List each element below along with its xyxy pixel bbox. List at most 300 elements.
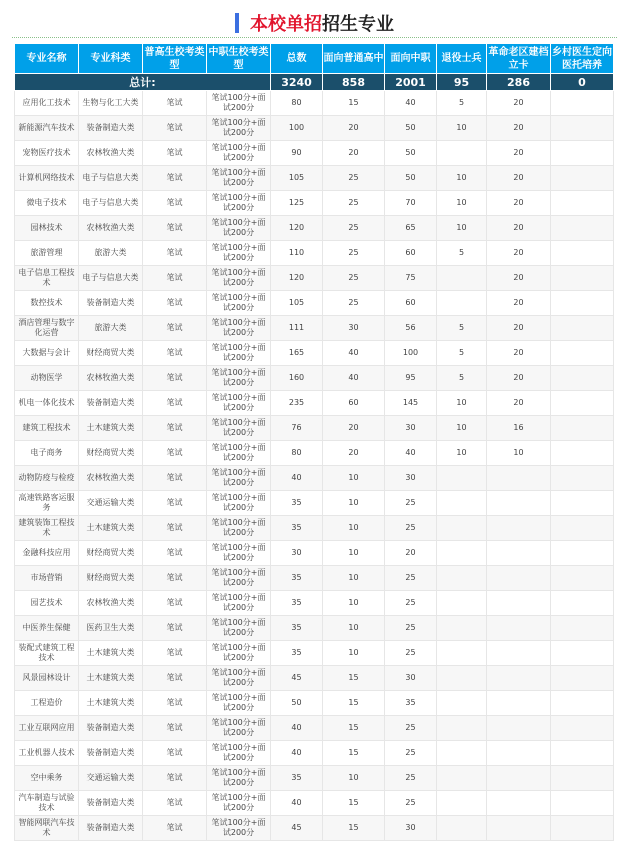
- page-header: [0, 0, 629, 36]
- cell-zhongzhi: 60: [385, 291, 437, 316]
- cell-zhongzhi-exam: 笔试100分+面试200分: [207, 741, 271, 766]
- cell-xiangcun: [551, 116, 614, 141]
- cell-putong: 10: [323, 541, 385, 566]
- cell-zhongzhi: 95: [385, 366, 437, 391]
- cell-zhongzhi-exam: 笔试100分+面试200分: [207, 216, 271, 241]
- cell-putong: 15: [323, 716, 385, 741]
- cell-geming: 20: [487, 116, 551, 141]
- cell-zhongzhi-exam: 笔试100分+面试200分: [207, 491, 271, 516]
- table-row: [15, 741, 614, 766]
- cell-xiangcun: [551, 791, 614, 816]
- cell-category: 财经商贸大类: [79, 566, 143, 591]
- cell-xiangcun: [551, 491, 614, 516]
- cell-category: 旅游大类: [79, 241, 143, 266]
- cell-xiangcun: [551, 566, 614, 591]
- cell-total: 35: [271, 641, 323, 666]
- cell-xiangcun: [551, 341, 614, 366]
- cell-zhongzhi: 60: [385, 241, 437, 266]
- cell-total: 105: [271, 166, 323, 191]
- cell-zhongzhi: 30: [385, 816, 437, 841]
- cell-veterans: [437, 641, 487, 666]
- cell-zhongzhi: 30: [385, 416, 437, 441]
- cell-category: 土木建筑大类: [79, 516, 143, 541]
- cell-putong-exam: 笔试: [143, 816, 207, 841]
- cell-putong-exam: 笔试: [143, 466, 207, 491]
- cell-major: 建筑装饰工程技术: [15, 516, 79, 541]
- summary-xiangcun: 0: [551, 74, 614, 91]
- cell-zhongzhi: 20: [385, 541, 437, 566]
- cell-major: 工程造价: [15, 691, 79, 716]
- cell-zhongzhi: 145: [385, 391, 437, 416]
- cell-category: 财经商贸大类: [79, 341, 143, 366]
- summary-row: [15, 74, 614, 91]
- cell-total: 80: [271, 91, 323, 116]
- cell-geming: 20: [487, 241, 551, 266]
- cell-putong: 25: [323, 166, 385, 191]
- cell-veterans: [437, 516, 487, 541]
- cell-zhongzhi: 25: [385, 616, 437, 641]
- table-row: [15, 791, 614, 816]
- cell-category: 装备制造大类: [79, 791, 143, 816]
- cell-putong: 10: [323, 766, 385, 791]
- cell-veterans: [437, 666, 487, 691]
- cell-geming: 16: [487, 416, 551, 441]
- cell-veterans: [437, 616, 487, 641]
- cell-zhongzhi-exam: 笔试100分+面试200分: [207, 91, 271, 116]
- cell-geming: [487, 791, 551, 816]
- summary-geming: 286: [487, 74, 551, 91]
- cell-zhongzhi: 75: [385, 266, 437, 291]
- cell-putong: 10: [323, 566, 385, 591]
- cell-xiangcun: [551, 591, 614, 616]
- table-row: [15, 516, 614, 541]
- cell-major: 装配式建筑工程技术: [15, 641, 79, 666]
- cell-category: 电子与信息大类: [79, 191, 143, 216]
- table-row: [15, 291, 614, 316]
- cell-category: 旅游大类: [79, 316, 143, 341]
- cell-veterans: [437, 291, 487, 316]
- cell-geming: 20: [487, 316, 551, 341]
- cell-geming: [487, 491, 551, 516]
- cell-category: 财经商贸大类: [79, 541, 143, 566]
- cell-putong-exam: 笔试: [143, 741, 207, 766]
- cell-xiangcun: [551, 141, 614, 166]
- cell-category: 装备制造大类: [79, 716, 143, 741]
- cell-total: 45: [271, 666, 323, 691]
- cell-major: 建筑工程技术: [15, 416, 79, 441]
- cell-zhongzhi-exam: 笔试100分+面试200分: [207, 166, 271, 191]
- cell-veterans: 5: [437, 366, 487, 391]
- cell-zhongzhi-exam: 笔试100分+面试200分: [207, 266, 271, 291]
- cell-putong: 20: [323, 116, 385, 141]
- cell-category: 农林牧渔大类: [79, 466, 143, 491]
- cell-zhongzhi-exam: 笔试100分+面试200分: [207, 441, 271, 466]
- cell-major: 空中乘务: [15, 766, 79, 791]
- cell-total: 125: [271, 191, 323, 216]
- cell-geming: [487, 666, 551, 691]
- cell-putong: 25: [323, 266, 385, 291]
- cell-putong: 25: [323, 216, 385, 241]
- cell-putong-exam: 笔试: [143, 541, 207, 566]
- cell-major: 动物医学: [15, 366, 79, 391]
- table-row: [15, 541, 614, 566]
- cell-zhongzhi: 40: [385, 91, 437, 116]
- cell-zhongzhi-exam: 笔试100分+面试200分: [207, 341, 271, 366]
- col-header-total: 总数: [271, 44, 323, 74]
- table-row: [15, 266, 614, 291]
- cell-putong-exam: 笔试: [143, 441, 207, 466]
- cell-xiangcun: [551, 691, 614, 716]
- table-row: [15, 216, 614, 241]
- cell-putong: 15: [323, 691, 385, 716]
- cell-zhongzhi-exam: 笔试100分+面试200分: [207, 716, 271, 741]
- cell-putong: 25: [323, 291, 385, 316]
- cell-xiangcun: [551, 541, 614, 566]
- cell-category: 农林牧渔大类: [79, 141, 143, 166]
- cell-total: 100: [271, 116, 323, 141]
- cell-zhongzhi-exam: 笔试100分+面试200分: [207, 816, 271, 841]
- cell-putong: 15: [323, 791, 385, 816]
- cell-category: 土木建筑大类: [79, 641, 143, 666]
- cell-zhongzhi-exam: 笔试100分+面试200分: [207, 616, 271, 641]
- cell-major: 数控技术: [15, 291, 79, 316]
- title-highlight: 本校单招: [250, 14, 323, 35]
- cell-category: 生物与化工大类: [79, 91, 143, 116]
- cell-xiangcun: [551, 816, 614, 841]
- col-header-major: 专业名称: [15, 44, 79, 74]
- cell-major: 动物防疫与检疫: [15, 466, 79, 491]
- cell-zhongzhi-exam: 笔试100分+面试200分: [207, 316, 271, 341]
- cell-total: 110: [271, 241, 323, 266]
- cell-total: 160: [271, 366, 323, 391]
- cell-major: 大数据与会计: [15, 341, 79, 366]
- cell-putong: 30: [323, 316, 385, 341]
- cell-geming: [487, 516, 551, 541]
- table-row: [15, 341, 614, 366]
- cell-putong: 10: [323, 491, 385, 516]
- cell-zhongzhi: 65: [385, 216, 437, 241]
- cell-zhongzhi-exam: 笔试100分+面试200分: [207, 591, 271, 616]
- cell-putong-exam: 笔试: [143, 716, 207, 741]
- cell-putong-exam: 笔试: [143, 241, 207, 266]
- cell-putong-exam: 笔试: [143, 166, 207, 191]
- cell-putong: 15: [323, 91, 385, 116]
- cell-putong: 40: [323, 341, 385, 366]
- cell-category: 土木建筑大类: [79, 666, 143, 691]
- cell-zhongzhi: 50: [385, 166, 437, 191]
- cell-xiangcun: [551, 741, 614, 766]
- cell-veterans: [437, 741, 487, 766]
- cell-putong: 25: [323, 191, 385, 216]
- cell-putong-exam: 笔试: [143, 141, 207, 166]
- table-row: [15, 316, 614, 341]
- cell-zhongzhi-exam: 笔试100分+面试200分: [207, 416, 271, 441]
- cell-geming: 20: [487, 266, 551, 291]
- cell-zhongzhi-exam: 笔试100分+面试200分: [207, 766, 271, 791]
- cell-zhongzhi: 35: [385, 691, 437, 716]
- table-row: [15, 716, 614, 741]
- cell-geming: 10: [487, 441, 551, 466]
- cell-category: 装备制造大类: [79, 816, 143, 841]
- cell-putong-exam: 笔试: [143, 341, 207, 366]
- cell-category: 医药卫生大类: [79, 616, 143, 641]
- cell-total: 30: [271, 541, 323, 566]
- cell-veterans: 5: [437, 341, 487, 366]
- cell-major: 应用化工技术: [15, 91, 79, 116]
- majors-table: [14, 43, 614, 841]
- cell-zhongzhi-exam: 笔试100分+面试200分: [207, 666, 271, 691]
- cell-category: 电子与信息大类: [79, 266, 143, 291]
- cell-zhongzhi-exam: 笔试100分+面试200分: [207, 516, 271, 541]
- cell-total: 105: [271, 291, 323, 316]
- table-row: [15, 116, 614, 141]
- cell-putong-exam: 笔试: [143, 366, 207, 391]
- cell-zhongzhi: 30: [385, 666, 437, 691]
- cell-major: 市场营销: [15, 566, 79, 591]
- cell-xiangcun: [551, 616, 614, 641]
- cell-total: 35: [271, 766, 323, 791]
- cell-geming: 20: [487, 191, 551, 216]
- cell-xiangcun: [551, 191, 614, 216]
- table-row: [15, 241, 614, 266]
- cell-xiangcun: [551, 366, 614, 391]
- cell-putong: 15: [323, 666, 385, 691]
- cell-putong: 15: [323, 741, 385, 766]
- cell-geming: [487, 816, 551, 841]
- cell-putong-exam: 笔试: [143, 266, 207, 291]
- cell-xiangcun: [551, 166, 614, 191]
- cell-xiangcun: [551, 391, 614, 416]
- cell-veterans: [437, 491, 487, 516]
- cell-zhongzhi: 25: [385, 516, 437, 541]
- cell-total: 45: [271, 816, 323, 841]
- summary-total: 3240: [271, 74, 323, 91]
- cell-total: 165: [271, 341, 323, 366]
- cell-major: 工业互联网应用: [15, 716, 79, 741]
- table-row: [15, 441, 614, 466]
- cell-veterans: [437, 466, 487, 491]
- cell-category: 农林牧渔大类: [79, 366, 143, 391]
- cell-zhongzhi: 25: [385, 741, 437, 766]
- summary-zhongzhi: 2001: [385, 74, 437, 91]
- cell-veterans: [437, 141, 487, 166]
- cell-zhongzhi-exam: 笔试100分+面试200分: [207, 291, 271, 316]
- cell-geming: 20: [487, 291, 551, 316]
- cell-geming: [487, 641, 551, 666]
- cell-total: 90: [271, 141, 323, 166]
- cell-zhongzhi: 25: [385, 641, 437, 666]
- cell-putong: 15: [323, 816, 385, 841]
- cell-veterans: [437, 591, 487, 616]
- cell-major: 电子信息工程技术: [15, 266, 79, 291]
- cell-total: 111: [271, 316, 323, 341]
- cell-zhongzhi: 70: [385, 191, 437, 216]
- cell-zhongzhi: 25: [385, 791, 437, 816]
- cell-veterans: [437, 716, 487, 741]
- cell-major: 机电一体化技术: [15, 391, 79, 416]
- cell-zhongzhi-exam: 笔试100分+面试200分: [207, 191, 271, 216]
- cell-total: 40: [271, 466, 323, 491]
- cell-major: 金融科技应用: [15, 541, 79, 566]
- cell-xiangcun: [551, 416, 614, 441]
- cell-zhongzhi: 25: [385, 491, 437, 516]
- table-header-row: [15, 44, 614, 74]
- cell-xiangcun: [551, 291, 614, 316]
- cell-category: 装备制造大类: [79, 741, 143, 766]
- cell-veterans: [437, 266, 487, 291]
- cell-total: 235: [271, 391, 323, 416]
- cell-zhongzhi: 30: [385, 466, 437, 491]
- cell-xiangcun: [551, 716, 614, 741]
- cell-geming: [487, 591, 551, 616]
- table-row: [15, 466, 614, 491]
- cell-zhongzhi: 40: [385, 441, 437, 466]
- cell-category: 土木建筑大类: [79, 691, 143, 716]
- table-row: [15, 566, 614, 591]
- cell-category: 财经商贸大类: [79, 441, 143, 466]
- cell-putong: 10: [323, 466, 385, 491]
- cell-zhongzhi: 56: [385, 316, 437, 341]
- col-header-zhongzhi-exam: 中职生校考类型: [207, 44, 271, 74]
- cell-putong-exam: 笔试: [143, 491, 207, 516]
- cell-major: 工业机器人技术: [15, 741, 79, 766]
- cell-putong-exam: 笔试: [143, 191, 207, 216]
- cell-veterans: 10: [437, 416, 487, 441]
- cell-zhongzhi: 50: [385, 141, 437, 166]
- table-row: [15, 391, 614, 416]
- cell-veterans: 10: [437, 166, 487, 191]
- cell-major: 高速铁路客运服务: [15, 491, 79, 516]
- cell-zhongzhi: 50: [385, 116, 437, 141]
- cell-major: 新能源汽车技术: [15, 116, 79, 141]
- col-header-geming: 革命老区建档立卡: [487, 44, 551, 74]
- cell-geming: 20: [487, 91, 551, 116]
- cell-veterans: [437, 566, 487, 591]
- col-header-putong-exam: 普高生校考类型: [143, 44, 207, 74]
- cell-category: 交通运输大类: [79, 491, 143, 516]
- col-header-xiangcun: 乡村医生定向医托培养: [551, 44, 614, 74]
- cell-zhongzhi: 25: [385, 766, 437, 791]
- cell-total: 35: [271, 491, 323, 516]
- cell-veterans: 10: [437, 116, 487, 141]
- cell-putong-exam: 笔试: [143, 591, 207, 616]
- cell-total: 35: [271, 616, 323, 641]
- cell-putong: 40: [323, 366, 385, 391]
- cell-total: 50: [271, 691, 323, 716]
- summary-putong: 858: [323, 74, 385, 91]
- cell-veterans: [437, 541, 487, 566]
- cell-veterans: 5: [437, 316, 487, 341]
- cell-veterans: [437, 766, 487, 791]
- cell-putong-exam: 笔试: [143, 516, 207, 541]
- cell-category: 交通运输大类: [79, 766, 143, 791]
- cell-veterans: 10: [437, 191, 487, 216]
- cell-veterans: 10: [437, 391, 487, 416]
- cell-zhongzhi-exam: 笔试100分+面试200分: [207, 691, 271, 716]
- cell-xiangcun: [551, 316, 614, 341]
- cell-xiangcun: [551, 516, 614, 541]
- cell-putong: 20: [323, 416, 385, 441]
- cell-xiangcun: [551, 441, 614, 466]
- cell-xiangcun: [551, 641, 614, 666]
- cell-xiangcun: [551, 266, 614, 291]
- cell-total: 35: [271, 516, 323, 541]
- cell-veterans: [437, 791, 487, 816]
- cell-geming: 20: [487, 391, 551, 416]
- table-row: [15, 141, 614, 166]
- table-row: [15, 766, 614, 791]
- cell-zhongzhi: 25: [385, 566, 437, 591]
- cell-xiangcun: [551, 466, 614, 491]
- cell-category: 装备制造大类: [79, 116, 143, 141]
- cell-category: 农林牧渔大类: [79, 591, 143, 616]
- title-accent-bar: [235, 13, 239, 33]
- cell-zhongzhi-exam: 笔试100分+面试200分: [207, 366, 271, 391]
- table-row: [15, 816, 614, 841]
- cell-geming: [487, 541, 551, 566]
- cell-xiangcun: [551, 216, 614, 241]
- cell-putong: 10: [323, 616, 385, 641]
- cell-putong-exam: 笔试: [143, 291, 207, 316]
- table-row: [15, 591, 614, 616]
- table-row: [15, 691, 614, 716]
- cell-xiangcun: [551, 766, 614, 791]
- cell-putong: 10: [323, 516, 385, 541]
- cell-putong-exam: 笔试: [143, 216, 207, 241]
- cell-putong-exam: 笔试: [143, 91, 207, 116]
- cell-total: 40: [271, 741, 323, 766]
- cell-category: 电子与信息大类: [79, 166, 143, 191]
- page-title: [250, 10, 394, 36]
- cell-putong-exam: 笔试: [143, 791, 207, 816]
- table-row: [15, 616, 614, 641]
- cell-geming: 20: [487, 341, 551, 366]
- cell-major: 电子商务: [15, 441, 79, 466]
- cell-zhongzhi-exam: 笔试100分+面试200分: [207, 116, 271, 141]
- cell-zhongzhi-exam: 笔试100分+面试200分: [207, 141, 271, 166]
- cell-major: 园林技术: [15, 216, 79, 241]
- cell-zhongzhi-exam: 笔试100分+面试200分: [207, 791, 271, 816]
- cell-putong-exam: 笔试: [143, 391, 207, 416]
- cell-veterans: 5: [437, 91, 487, 116]
- cell-zhongzhi-exam: 笔试100分+面试200分: [207, 466, 271, 491]
- cell-veterans: [437, 691, 487, 716]
- cell-putong-exam: 笔试: [143, 416, 207, 441]
- table-row: [15, 491, 614, 516]
- table-row: [15, 191, 614, 216]
- cell-putong: 25: [323, 241, 385, 266]
- cell-category: 装备制造大类: [79, 391, 143, 416]
- cell-major: 宠物医疗技术: [15, 141, 79, 166]
- cell-putong: 10: [323, 591, 385, 616]
- cell-veterans: [437, 816, 487, 841]
- cell-putong: 10: [323, 641, 385, 666]
- cell-zhongzhi-exam: 笔试100分+面试200分: [207, 566, 271, 591]
- cell-veterans: 5: [437, 241, 487, 266]
- cell-total: 35: [271, 566, 323, 591]
- cell-putong: 60: [323, 391, 385, 416]
- cell-putong-exam: 笔试: [143, 666, 207, 691]
- cell-total: 120: [271, 216, 323, 241]
- cell-major: 旅游管理: [15, 241, 79, 266]
- cell-total: 76: [271, 416, 323, 441]
- cell-putong-exam: 笔试: [143, 766, 207, 791]
- cell-major: 园艺技术: [15, 591, 79, 616]
- cell-geming: 20: [487, 166, 551, 191]
- cell-geming: [487, 566, 551, 591]
- col-header-category: 专业科类: [79, 44, 143, 74]
- cell-zhongzhi-exam: 笔试100分+面试200分: [207, 391, 271, 416]
